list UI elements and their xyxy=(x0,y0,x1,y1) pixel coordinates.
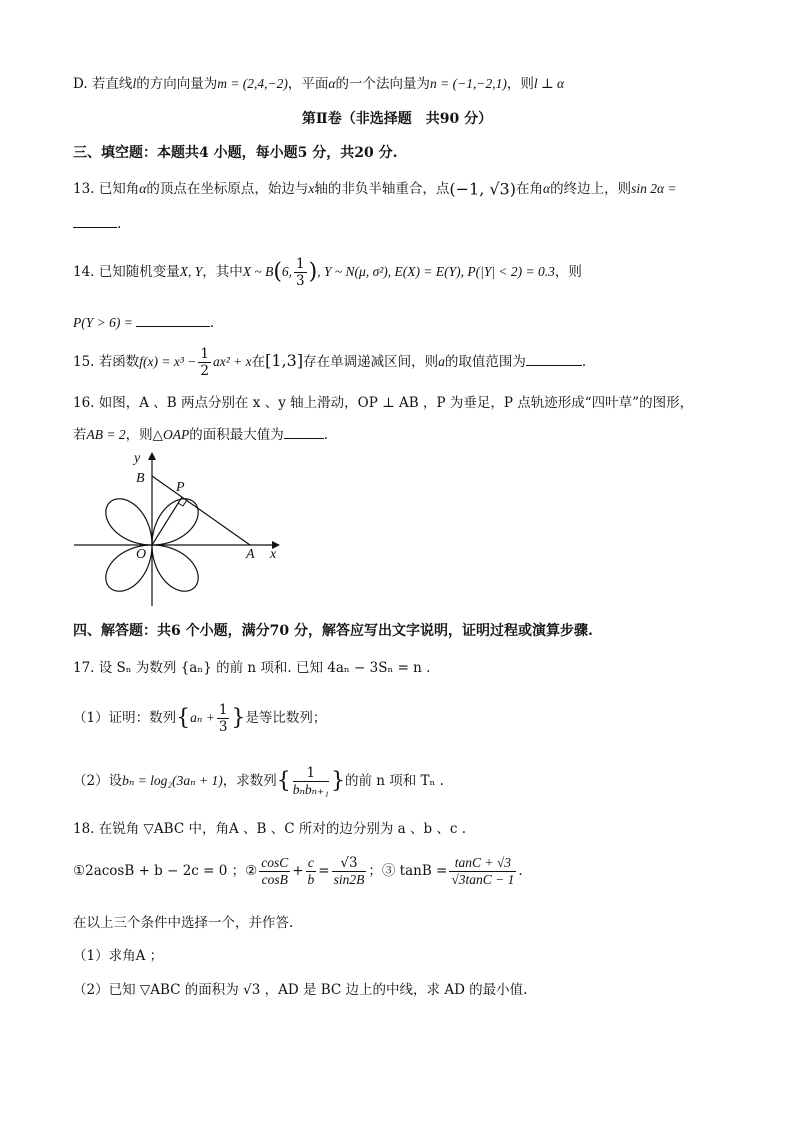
text: 的顶点在坐标原点，始边与 xyxy=(146,181,309,197)
text: 在 xyxy=(251,354,266,370)
var-l: l xyxy=(132,76,137,91)
var-x: x xyxy=(308,181,315,196)
text: . xyxy=(581,354,587,370)
label-b: B xyxy=(136,471,145,486)
brace: { xyxy=(176,705,191,731)
text: ，则 xyxy=(554,264,582,280)
label-y: y xyxy=(134,451,141,466)
section4-title: 四、解答题：共6 个小题，满分70 分，解答应写出文字说明，证明过程或演算步骤. xyxy=(73,623,593,639)
brace: { xyxy=(276,768,291,794)
text: . xyxy=(209,315,215,331)
func-expr: f(x) = x³ − xyxy=(139,354,197,369)
var-a: a xyxy=(438,354,445,369)
denominator: 3 xyxy=(296,273,305,289)
func-expr: ax² + x xyxy=(212,354,252,369)
text: D. 若直线 xyxy=(73,76,133,92)
y-axis-arrow xyxy=(148,452,156,460)
label-x: x xyxy=(270,547,277,562)
numerator: 1 xyxy=(218,702,228,718)
plus: + xyxy=(292,863,304,879)
text: 的前 n 项和 Tₙ . xyxy=(344,773,444,789)
question-18: 18. 在锐角 ▽ABC 中，角A 、B 、C 所对的边分别为 a 、b 、c . xyxy=(73,821,467,837)
question-16-line1: 16. 如图，A 、B 两点分别在 x 、y 轴上滑动，OP ⊥ AB ，P 为垂足，P 点轨迹形成“四叶草”的图形， xyxy=(73,395,694,411)
text: ，其中 xyxy=(202,264,243,280)
numerator: 1 xyxy=(293,765,329,782)
q17-part1 xyxy=(73,702,326,735)
question-13 xyxy=(73,177,677,198)
q18-conditions xyxy=(73,855,523,888)
denominator: 3 xyxy=(218,719,228,735)
text: 的方向向量为 xyxy=(136,76,218,92)
fraction xyxy=(332,855,367,888)
condition-3: ；③ tanB = xyxy=(368,863,448,879)
answer-blank[interactable] xyxy=(73,213,117,228)
q18-choose: 在以上三个条件中选择一个，并作答. xyxy=(73,915,294,931)
section3-title: 三、填空题：本题共4 小题，每小题5 分，共20 分. xyxy=(73,145,398,161)
denominator: sin2B xyxy=(333,872,365,887)
brace: } xyxy=(231,705,246,731)
numerator: 1 xyxy=(200,346,209,362)
text: 15. 若函数 xyxy=(73,354,140,370)
text: 在角 xyxy=(515,181,543,197)
denominator: √3tanC − 1 xyxy=(451,872,515,887)
text: 的取值范围为 xyxy=(444,354,526,370)
part2-title: 第Ⅱ卷（非选择题 共90 分） xyxy=(301,111,493,127)
question-14 xyxy=(73,256,582,289)
text: （1）证明：数列 xyxy=(73,710,177,726)
fraction xyxy=(293,765,329,798)
numerator: c xyxy=(306,855,317,872)
numerator: 1 xyxy=(296,256,305,272)
denominator: b xyxy=(307,872,315,887)
vars-xy: X, Y xyxy=(179,264,203,279)
answer-blank[interactable] xyxy=(526,351,582,366)
param: 6, xyxy=(281,264,293,279)
text: 的面积最大值为 xyxy=(189,427,284,443)
text: 14. 已知随机变量 xyxy=(73,264,180,280)
fraction xyxy=(449,855,516,888)
option-d xyxy=(73,72,564,92)
text: ，则 xyxy=(506,76,534,92)
text: （2）设 xyxy=(73,773,123,789)
text: ，则△ xyxy=(125,427,163,443)
vector-n: n = (−1,−2,1) xyxy=(430,76,507,91)
text: 轴的非负半轴重合，点 xyxy=(314,181,450,197)
var-alpha: α xyxy=(542,181,551,196)
answer-blank[interactable] xyxy=(284,424,324,439)
q18-part1: （1）求角A ； xyxy=(73,948,164,964)
conditions: , Y ~ N(μ, σ²), E(X) = E(Y), P(|Y| < 2) = 0.3 xyxy=(317,264,555,279)
sin2alpha-expr: sin 2α = xyxy=(631,181,677,196)
label-p: P xyxy=(176,480,185,495)
text: ，求数列 xyxy=(222,773,277,789)
question-15 xyxy=(73,346,586,379)
interval: [1,3] xyxy=(265,351,304,370)
condition-1: ①2acosB + b − 2c = 0 ；② xyxy=(73,863,258,879)
text: . xyxy=(117,216,122,232)
text: 的终边上，则 xyxy=(550,181,632,197)
text: . xyxy=(323,427,329,443)
four-leaf-figure xyxy=(70,446,290,608)
q18-part2: （2）已知 ▽ABC 的面积为 √3 ，AD 是 BC 边上的中线，求 AD 的最小值. xyxy=(73,982,528,998)
var-alpha: α xyxy=(328,76,336,91)
paren: ( xyxy=(273,259,282,285)
text: 13. 已知角 xyxy=(73,181,140,197)
text: ，平面 xyxy=(287,76,329,92)
text: 是等比数列； xyxy=(245,710,327,726)
answer-blank[interactable] xyxy=(136,312,210,327)
fraction xyxy=(217,702,230,735)
label-o: O xyxy=(136,547,147,562)
q17-part2 xyxy=(73,765,444,798)
numerator: tanC + √3 xyxy=(449,855,516,872)
numerator: √3 xyxy=(332,855,367,872)
seq-expr: aₙ + xyxy=(190,710,215,725)
text: . xyxy=(518,863,523,879)
bn-expr: bₙ = log₂(3aₙ + 1) xyxy=(122,773,223,788)
segment-ab xyxy=(152,476,250,545)
denominator: 2 xyxy=(200,363,209,379)
prob-expr: P(Y > 6) = xyxy=(73,315,133,330)
question-16-line2 xyxy=(73,423,328,443)
q14-answer-line xyxy=(73,312,214,331)
denominator: bₙbₙ₊₁ xyxy=(292,782,329,797)
q13-answer-line xyxy=(73,213,121,232)
var-alpha: α xyxy=(139,181,147,196)
conclusion: l ⊥ α xyxy=(533,76,565,91)
binomial: X ~ B xyxy=(242,264,274,279)
fraction xyxy=(294,256,307,289)
fraction xyxy=(306,855,317,888)
equals: = xyxy=(318,863,330,879)
label-a: A xyxy=(246,547,255,562)
text: 若 xyxy=(73,427,87,443)
denominator: cosB xyxy=(261,872,288,887)
numerator: cosC xyxy=(261,855,289,870)
text: 的一个法向量为 xyxy=(335,76,431,92)
fraction xyxy=(259,855,290,888)
paren: ) xyxy=(308,259,318,285)
vector-m: m = (2,4,−2) xyxy=(217,76,288,91)
triangle-oap: OAP xyxy=(163,427,190,442)
text: 存在单调递减区间，则 xyxy=(303,354,439,370)
point-coords: (−1, √3) xyxy=(449,179,516,199)
brace: } xyxy=(330,768,345,794)
fraction xyxy=(198,346,211,379)
question-17: 17. 设 Sₙ 为数列 {aₙ} 的前 n 项和. 已知 4aₙ − 3Sₙ = n . xyxy=(73,660,431,676)
ab-expr: AB = 2 xyxy=(86,427,126,442)
